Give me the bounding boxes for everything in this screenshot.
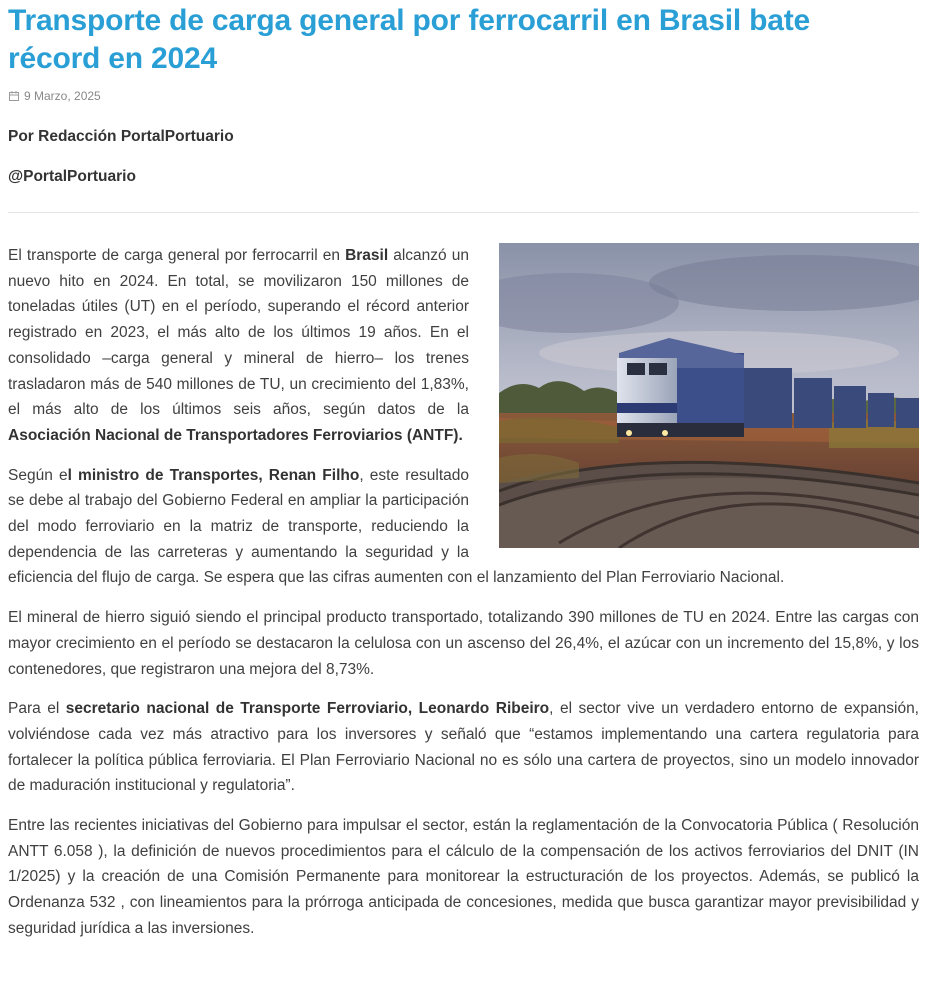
article-body	[8, 243, 919, 942]
train-photo-illustration	[499, 243, 919, 548]
paragraph-4: Para el secretario nacional de Transporte Ferroviario, Leonardo Ribeiro, el sector vive un verdadero entorno de expansión, volviéndose cada vez más atractivo para los inversores y señaló que “estamos implementando una cartera regulatoria para fortalecer la política pública ferroviaria. El Plan Ferroviario Nacional no es sólo una cartera de proyectos, sino un modelo innovador de maduración institucional y regulatoria”.	[8, 700, 919, 795]
article-title: Transporte de carga general por ferrocarril en Brasil bate récord en 2024	[8, 4, 811, 75]
article-meta	[8, 87, 919, 105]
publish-date: 9 Marzo, 2025	[24, 89, 101, 103]
calendar-icon	[8, 90, 20, 102]
paragraph-5: Entre las recientes iniciativas del Gobierno para impulsar el sector, están la reglamentación de la Convocatoria Pública ( Resolución ANTT 6.058 ), la definición de nuevos procedimientos para el cálculo de la compensación de los activos ferroviarios del DNIT (IN 1/2025) y la creación de una Comisión Permanente para monitorear la estructuración de los proyectos. Además, se publicó la Ordenanza 532 , con lineamientos para la prórroga anticipada de concesiones, medida que busca garantizar mayor previsibilidad y seguridad jurídica a las inversiones.	[8, 817, 919, 937]
paragraph-1: El transporte de carga general por ferrocarril en Brasil alcanzó un nuevo hito en 2024. En total, se movilizaron 150 millones de toneladas útiles (UT) en el período, superando el récord anterior registrado en 2023, el más alto de los últimos 19 años. En el consolidado –carga general y mineral de hierro– los trenes trasladaron más de 540 millones de TU, un crecimiento del 1,83%, el más alto de los últimos seis años, según datos de la Asociación Nacional de Transportadores Ferroviarios (ANTF).	[8, 247, 469, 444]
paragraph-2: Según el ministro de Transportes, Renan Filho, este resultado se debe al trabajo del Gobierno Federal en ampliar la participación del modo ferroviario en la matriz de transporte, reduciendo la dependencia de las carreteras y aumentando la seguridad y la eficiencia del flujo de carga. Se espera que las cifras aumenten con el lanzamiento del Plan Ferroviario Nacional.	[8, 466, 785, 587]
divider	[8, 212, 919, 213]
paragraph-3: El mineral de hierro siguió siendo el principal producto transportado, totalizando 390 millones de TU en 2024. Entre las cargas con mayor crecimiento en el período se destacaron la celulosa con un ascenso del 26,4%, el azúcar con un incremento del 15,8%, y los contenedores, que registraron una mejora del 8,73%.	[8, 609, 919, 678]
twitter-handle[interactable]: @PortalPortuario	[8, 168, 136, 185]
article	[0, 2, 928, 987]
byline: Por Redacción PortalPortuario	[8, 128, 234, 145]
train-photo[interactable]	[499, 243, 919, 548]
